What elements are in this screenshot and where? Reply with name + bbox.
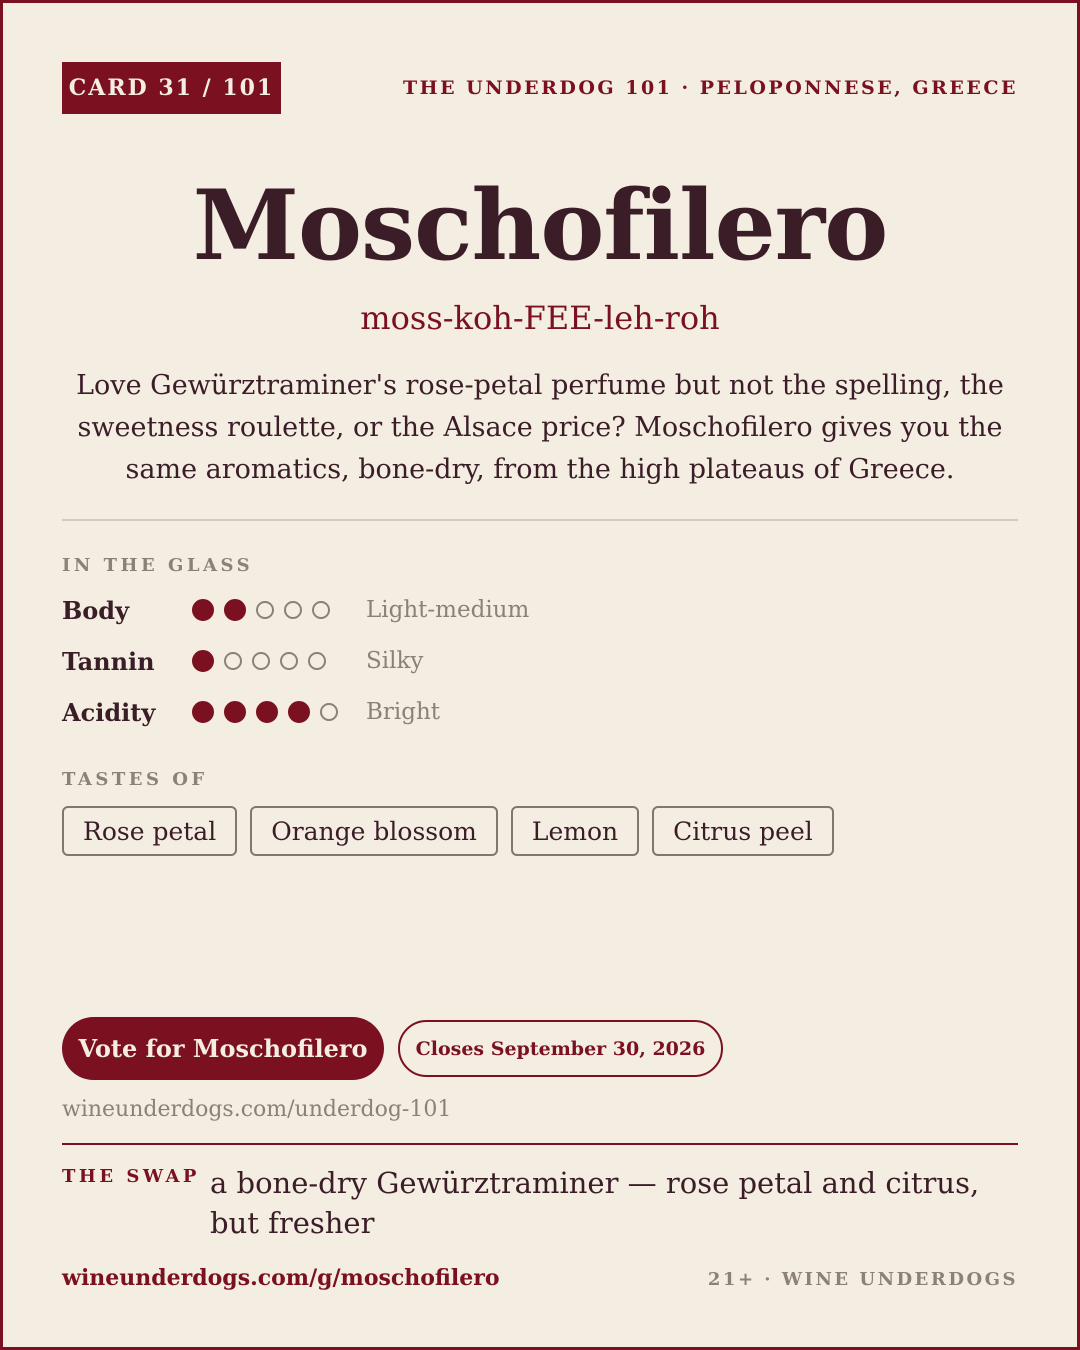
- empty-dot-icon: [284, 601, 302, 619]
- level-dots: [192, 703, 366, 721]
- taste-tag: Citrus peel: [652, 806, 834, 856]
- footer-brand: 21+ · WINE UNDERDOGS: [707, 1269, 1018, 1290]
- divider: [62, 519, 1018, 521]
- filled-dot-icon: [224, 701, 246, 723]
- vote-url-link[interactable]: wineunderdogs.com/underdog-101: [62, 1097, 452, 1122]
- glass-row-description: Silky: [366, 648, 424, 674]
- filled-dot-icon: [224, 599, 246, 621]
- glass-row-description: Light-medium: [366, 597, 530, 623]
- taste-tag: Rose petal: [62, 806, 237, 856]
- glass-row-tannin: [62, 641, 423, 681]
- vote-button[interactable]: Vote for Moschofilero: [62, 1017, 384, 1080]
- taste-tag: Lemon: [511, 806, 639, 856]
- filled-dot-icon: [256, 701, 278, 723]
- card-number-badge: CARD 31 / 101: [62, 62, 281, 114]
- divider: [62, 1143, 1018, 1145]
- filled-dot-icon: [288, 701, 310, 723]
- empty-dot-icon: [256, 601, 274, 619]
- tastes-of-heading: TASTES OF: [62, 769, 208, 790]
- glass-row-label: Tannin: [62, 646, 155, 676]
- taste-tags: [62, 806, 834, 856]
- level-dots: [192, 652, 366, 670]
- empty-dot-icon: [312, 601, 330, 619]
- in-the-glass-heading: IN THE GLASS: [62, 555, 254, 576]
- glass-row-acidity: [62, 692, 440, 732]
- empty-dot-icon: [308, 652, 326, 670]
- empty-dot-icon: [252, 652, 270, 670]
- glass-row-label: Body: [62, 595, 130, 625]
- closing-date-badge: Closes September 30, 2026: [398, 1020, 723, 1077]
- empty-dot-icon: [280, 652, 298, 670]
- filled-dot-icon: [192, 650, 214, 672]
- filled-dot-icon: [192, 701, 214, 723]
- grape-page-link[interactable]: wineunderdogs.com/g/moschofilero: [62, 1265, 500, 1291]
- empty-dot-icon: [320, 703, 338, 721]
- wine-name-title: Moschofilero: [192, 169, 888, 282]
- swap-label: THE SWAP: [62, 1166, 200, 1187]
- swap-text: a bone-dry Gewürztraminer — rose petal and citrus, but fresher: [210, 1166, 980, 1240]
- series-region-label: THE UNDERDOG 101 · PELOPONNESE, GREECE: [403, 77, 1018, 99]
- glass-row-label: Acidity: [62, 697, 156, 727]
- filled-dot-icon: [192, 599, 214, 621]
- empty-dot-icon: [224, 652, 242, 670]
- glass-row-body: [62, 590, 529, 630]
- level-dots: [192, 601, 366, 619]
- glass-row-description: Bright: [366, 699, 441, 725]
- taste-tag: Orange blossom: [250, 806, 498, 856]
- intro-paragraph: Love Gewürztraminer's rose-petal perfume but not the spelling, the sweetness roulette, or the Alsace price? Moschofilero gives you the same aromatics, bone-dry, from the high plateaus of Greece.: [76, 370, 1004, 485]
- pronunciation: moss-koh-FEE-leh-roh: [360, 299, 720, 337]
